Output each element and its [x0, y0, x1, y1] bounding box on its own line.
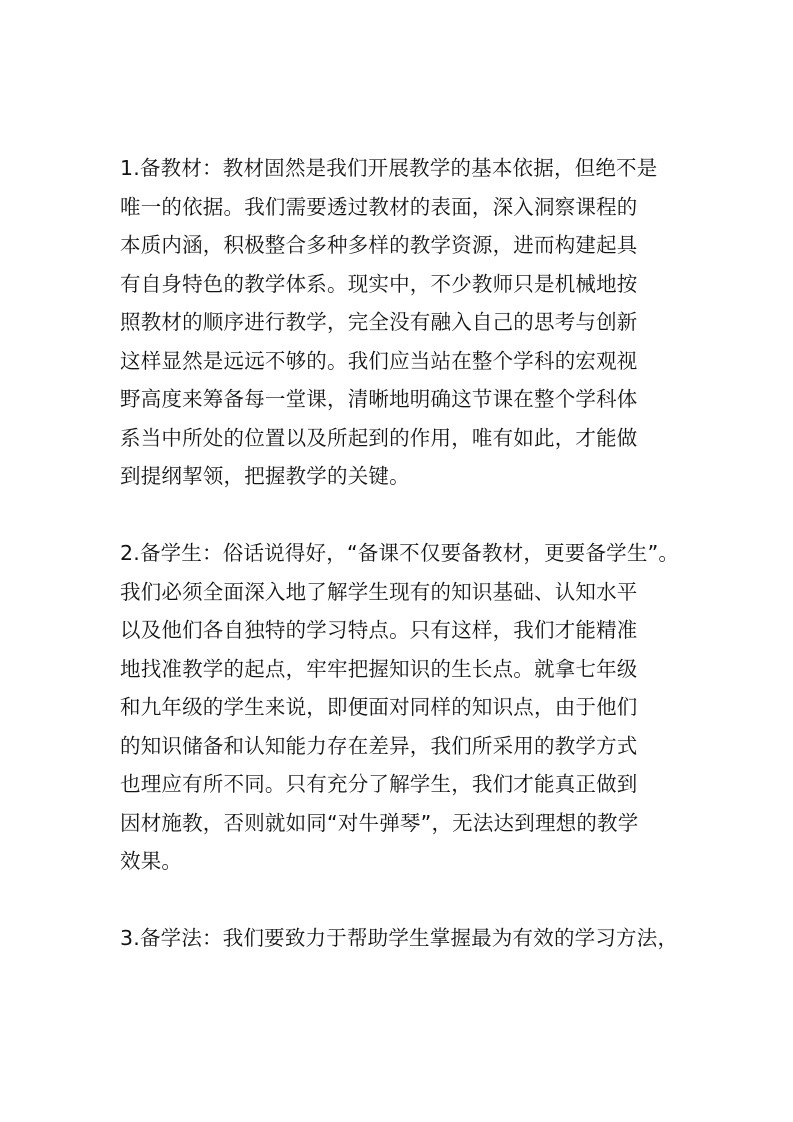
text-line: 唯一的依据。我们需要透过教材的表面，深入洞察课程的 [120, 194, 638, 219]
text-line: 和九年级的学生来说，即便面对同样的知识点，由于他们 [120, 695, 638, 719]
text-line: 的知识储备和认知能力存在差异，我们所采用的教学方式 [120, 733, 638, 758]
paragraph-prepare-students [120, 534, 680, 881]
text-line: 系当中所处的位置以及所起到的作用，唯有如此，才能做 [120, 425, 638, 450]
text-line: 有自身特色的教学体系。现实中，不少教师只是机械地按 [120, 271, 638, 296]
text-line: 本质内涵，积极整合多种多样的教学资源，进而构建起具 [120, 233, 638, 257]
text-line: 因材施教，否则就如同“对牛弹琴”，无法达到理想的教学 [120, 810, 639, 835]
text-line: 1.备教材：教材固然是我们开展教学的基本依据，但绝不是 [120, 156, 658, 180]
text-line: 以及他们各自独特的学习特点。只有这样，我们才能精准 [120, 618, 638, 642]
paragraph-prepare-textbook [120, 149, 680, 496]
document-body [120, 149, 680, 958]
text-line: 野高度来筹备每一堂课，清晰地明确这节课在整个学科体 [120, 387, 638, 411]
text-line: 照教材的顺序进行教学，完全没有融入自己的思考与创新 [120, 310, 638, 334]
text-line: 地找准教学的起点，牢牢把握知识的生长点。就拿七年级 [120, 656, 638, 681]
text-line: 也理应有所不同。只有充分了解学生，我们才能真正做到 [120, 772, 638, 796]
text-line: 2.备学生：俗话说得好，“备课不仅要备教材，更要备学生”。 [120, 541, 680, 565]
text-line: 我们必须全面深入地了解学生现有的知识基础、认知水平 [120, 579, 638, 604]
text-line: 3.备学法：我们要致力于帮助学生掌握最为有效的学习方法， [120, 926, 679, 950]
text-line: 到提纲挈领，把握教学的关键。 [120, 464, 410, 488]
text-line: 这样显然是远远不够的。我们应当站在整个学科的宏观视 [120, 348, 638, 373]
paragraph-prepare-learning-methods [120, 919, 680, 958]
text-line: 效果。 [120, 849, 183, 873]
